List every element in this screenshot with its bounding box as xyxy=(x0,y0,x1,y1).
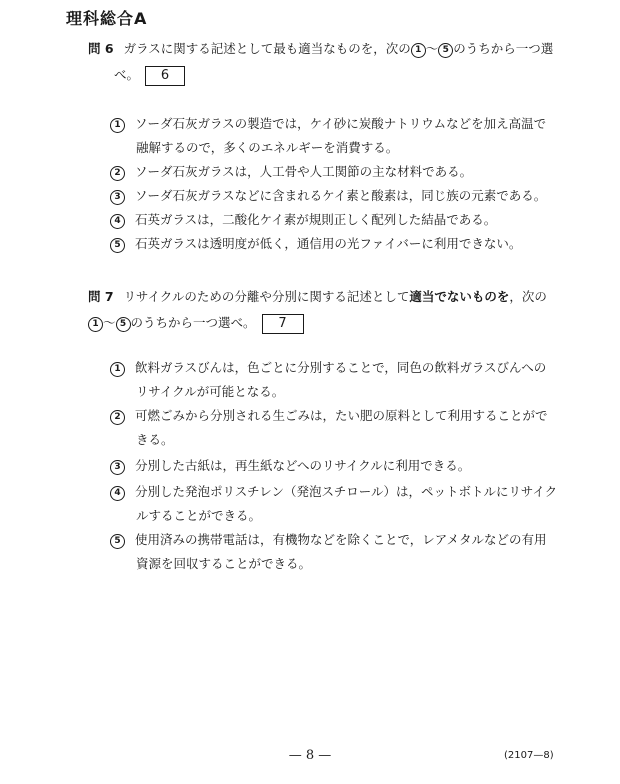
q7-option-3 xyxy=(110,454,580,478)
question-6-text-1: ガラスに関する記述として最も適当なものを，次の xyxy=(123,41,411,56)
question-7-label: 問 7 xyxy=(88,289,114,304)
option-number-marker: 5 xyxy=(110,534,125,549)
option-number-marker: 3 xyxy=(110,190,125,205)
q6-option-5 xyxy=(110,232,580,256)
question-6-text-3: べ。 xyxy=(114,67,140,82)
option-text: ソーダ石灰ガラスは，人工骨や人工関節の主な材料である。 xyxy=(135,164,473,179)
option-number-marker: 2 xyxy=(110,166,125,181)
q6-option-1 xyxy=(110,112,580,160)
option-number-marker: 4 xyxy=(110,486,125,501)
question-7-text-1: リサイクルのための分離や分別に関する記述として xyxy=(123,289,410,304)
question-7-emphasis: 適当でないものを xyxy=(409,289,510,304)
option-number-marker: 4 xyxy=(110,214,125,229)
q7-option-1 xyxy=(110,356,580,404)
question-7-text-2: ，次の xyxy=(509,289,547,304)
question-7-text-3: のうちから一つ選べ。 xyxy=(130,315,256,330)
exam-code: (2107—8) xyxy=(504,750,554,761)
option-text: 分別した古紙は，再生紙などへのリサイクルに利用できる。 xyxy=(135,458,471,473)
option-text-continued: リサイクルが可能となる。 xyxy=(136,384,285,399)
q6-option-4 xyxy=(110,208,580,232)
page-number: — 8 — xyxy=(288,748,332,763)
option-number-marker: 5 xyxy=(110,238,125,253)
answer-box-7: 7 xyxy=(262,314,304,334)
q6-option-2 xyxy=(110,160,580,184)
page-header-title: 理科総合A xyxy=(66,9,148,28)
option-number-marker: 3 xyxy=(110,460,125,475)
option-text: 使用済みの携帯電話は，有機物などを除くことで，レアメタルなどの有用 xyxy=(135,532,547,547)
q7-option-2 xyxy=(110,404,580,452)
option-number-marker: 1 xyxy=(110,362,125,377)
range-end-marker: 5 xyxy=(116,317,131,332)
option-text: 石英ガラスは，二酸化ケイ素が規則正しく配列した結晶である。 xyxy=(135,212,497,227)
answer-box-6: 6 xyxy=(145,66,185,86)
range-tilde: 〜 xyxy=(103,315,116,330)
option-text: 石英ガラスは透明度が低く，通信用の光ファイバーに利用できない。 xyxy=(135,236,522,251)
option-number-marker: 1 xyxy=(110,118,125,133)
option-text-continued: ルすることができる。 xyxy=(136,508,262,523)
range-start-marker: 1 xyxy=(411,43,426,58)
question-7-stem xyxy=(88,284,547,336)
range-tilde: 〜 xyxy=(425,41,439,56)
q7-option-5 xyxy=(110,528,580,576)
question-6-label: 問 6 xyxy=(88,41,114,56)
range-start-marker: 1 xyxy=(88,317,103,332)
option-text-continued: きる。 xyxy=(136,432,174,447)
option-text: ソーダ石灰ガラスなどに含まれるケイ素と酸素は，同じ族の元素である。 xyxy=(135,188,547,203)
question-6-text-2: のうちから一つ選 xyxy=(453,41,554,56)
option-text: 飲料ガラスびんは，色ごとに分別することで，同色の飲料ガラスびんへの xyxy=(135,360,547,375)
option-text: 分別した発泡ポリスチレン（発泡スチロール）は，ペットボトルにリサイク xyxy=(135,484,558,499)
option-number-marker: 2 xyxy=(110,410,125,425)
option-text: 可燃ごみから分別される生ごみは，たい肥の原料として利用することがで xyxy=(135,408,548,423)
q7-option-4 xyxy=(110,480,580,528)
option-text-continued: 融解するので，多くのエネルギーを消費する。 xyxy=(136,140,399,155)
range-end-marker: 5 xyxy=(438,43,453,58)
question-6-stem xyxy=(88,36,553,88)
option-text-continued: 資源を回収することができる。 xyxy=(136,556,312,571)
q6-option-3 xyxy=(110,184,580,208)
option-text: ソーダ石灰ガラスの製造では，ケイ砂に炭酸ナトリウムなどを加え高温で xyxy=(135,116,547,131)
